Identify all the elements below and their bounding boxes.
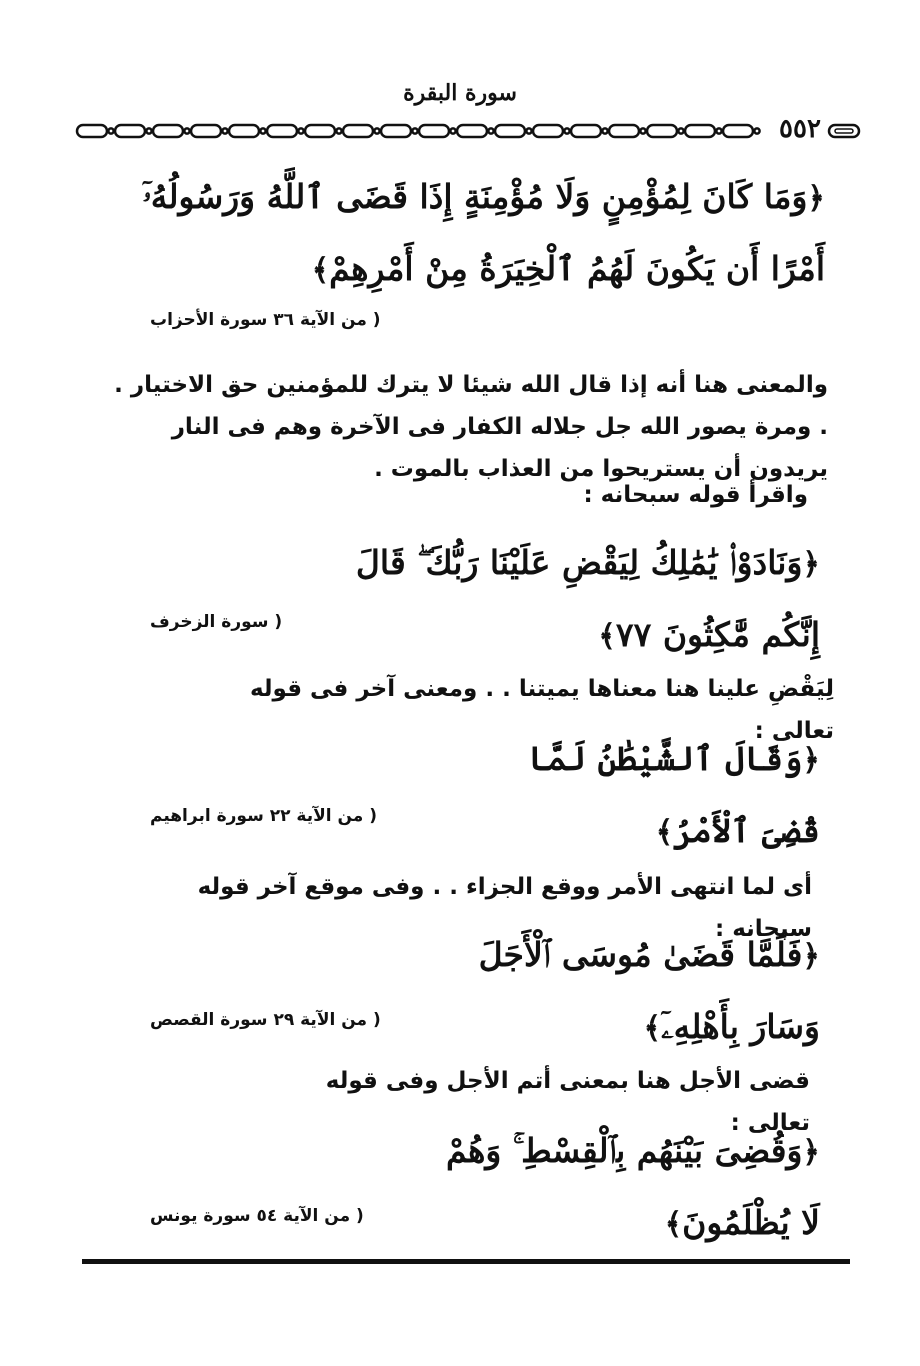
border-link (609, 125, 639, 137)
border-dot (450, 128, 455, 133)
verse-open-ornament: ﴿ (802, 547, 820, 582)
border-link (533, 125, 563, 137)
quran-verse (110, 162, 825, 306)
border-dot (412, 128, 417, 133)
border-dot (260, 128, 265, 133)
verse-reference: ( من الآية ٢٩ سورة القصص (150, 1010, 381, 1030)
verse-close-ornament: ﴾ (643, 1011, 662, 1046)
border-link (495, 125, 525, 137)
quran-verse-text: وَمَا كَانَ لِمُؤْمِنٍ وَلَا مُؤْمِنَةٍ إِذَا قَضَى ٱللَّهُ وَرَسُولُهُۥٓ أَمْرًا أَن يَكُونَ لَهُمُ ٱلْخِيَرَةُ مِنْ أَمْرِهِمْ (142, 177, 825, 288)
border-link (647, 125, 677, 137)
page-number: ٥٥٢ (779, 114, 821, 144)
verse-close-ornament: ﴾ (598, 619, 616, 654)
border-dot (374, 128, 379, 133)
quran-verse-text: وَقَالَ ٱلشَّيْطَٰنُ لَمَّا قُضِىَ ٱلْأَمْرُ (528, 739, 820, 850)
quran-verse (300, 528, 820, 672)
verse-reference: ( من الآية ٣٦ سورة الأحزاب (150, 310, 381, 330)
border-link (305, 125, 335, 137)
border-link (343, 125, 373, 137)
quran-verse (440, 1116, 820, 1260)
verse-reference: ( سورة الزخرف (150, 612, 283, 632)
border-link (229, 125, 259, 137)
commentary-paragraph: أى لما انتهى الأمر ووقع الجزاء . . وفى موقع آخر قوله سبحانه : (197, 874, 812, 942)
border-dot (640, 128, 645, 133)
verse-open-ornament: ﴿ (802, 743, 820, 778)
border-link (267, 125, 297, 137)
border-dot (336, 128, 341, 133)
border-dot (184, 128, 189, 133)
verse-close-ornament: ﴾ (655, 815, 674, 850)
border-link (115, 125, 145, 137)
footer-rule (82, 1259, 850, 1264)
border-link (419, 125, 449, 137)
verse-open-ornament: ﴿ (802, 1135, 820, 1170)
border-dot (146, 128, 151, 133)
border-link (685, 125, 715, 137)
verse-close-ornament: ﴾ (311, 253, 330, 288)
verse-reference: ( من الآية ٥٤ سورة يونس (150, 1206, 364, 1226)
border-link (457, 125, 487, 137)
border-link (153, 125, 183, 137)
commentary-paragraph: واقرأ قوله سبحانه : (583, 482, 808, 508)
quran-verse (420, 920, 820, 1064)
verse-open-ornament: ﴿ (807, 181, 825, 216)
verse-close-ornament: ﴾ (664, 1207, 683, 1242)
verse-open-ornament: ﴿ (802, 939, 820, 974)
border-link (191, 125, 221, 137)
border-dot (526, 128, 531, 133)
border-link (381, 125, 411, 137)
border-link (571, 125, 601, 137)
commentary-paragraph: لِيَقْضِ علينا هنا معناها يميتنا . . ومعنى آخر فى قوله تعالى : (249, 676, 834, 744)
verse-reference: ( من الآية ٢٢ سورة ابراهيم (150, 806, 378, 826)
commentary-paragraph: قضى الأجل هنا بمعنى أتم الأجل وفى قوله تعالى : (325, 1068, 810, 1136)
border-dot (298, 128, 303, 133)
border-dot (564, 128, 569, 133)
border-dot (602, 128, 607, 133)
border-dot (754, 128, 759, 133)
border-dot (108, 128, 113, 133)
border-dot (222, 128, 227, 133)
ornamental-border-end (826, 118, 862, 144)
border-link (723, 125, 753, 137)
border-dot (678, 128, 683, 133)
border-link (77, 125, 107, 137)
surah-title: سورة البقرة (403, 80, 517, 106)
commentary-paragraph: والمعنى هنا أنه إذا قال الله شيئا لا يترك للمؤمنين حق الاختيار . . ومرة يصور الله جل جلاله الكفار فى الآخرة وهم فى النار يريدون أن يستريحوا من العذاب بالموت . (114, 372, 828, 482)
quran-verse-text: وَقُضِىَ بَيْنَهُم بِٱلْقِسْطِ ۚ وَهُمْ لَا يُظْلَمُونَ (446, 1131, 820, 1242)
border-dot (488, 128, 493, 133)
quran-verse-text: وَنَادَوْا۟ يَٰمَٰلِكُ لِيَقْضِ عَلَيْنَا رَبُّكَ ۖ قَالَ إِنَّكُم مَّٰكِثُونَ ٧٧ (355, 543, 820, 654)
quran-verse-text: فَلَمَّا قَضَىٰ مُوسَى ٱلْأَجَلَ وَسَارَ بِأَهْلِهِۦٓ (478, 935, 820, 1046)
border-dot (716, 128, 721, 133)
quran-verse (480, 724, 820, 868)
ornamental-border (75, 118, 775, 144)
